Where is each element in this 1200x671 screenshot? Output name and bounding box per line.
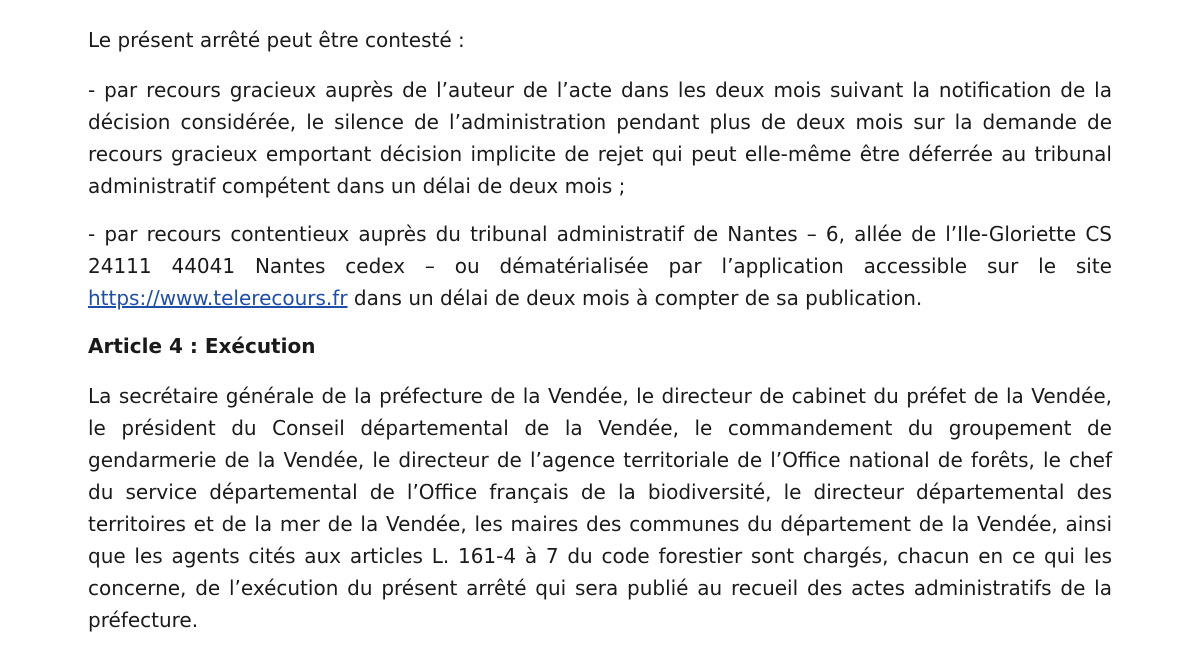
document-page [88, 24, 1112, 652]
telerecours-link[interactable]: https://www.telerecours.fr [88, 286, 348, 310]
intro-paragraph: Le présent arrêté peut être contesté : [88, 28, 465, 52]
recours-gracieux-paragraph: - par recours gracieux auprès de l’auteur de l’acte dans les deux mois suivant la notification de la décision considérée, le silence de l’administration pendant plus de deux mois sur la demande de recours gracieux emportant décision implicite de rejet qui peut elle-même être déferrée au tribunal administratif compétent dans un délai de deux mois ; [88, 78, 1112, 198]
recours-contentieux-paragraph [88, 218, 1112, 314]
recours-contentieux-text-after: dans un délai de deux mois à compter de sa publication. [347, 286, 923, 310]
article-4-heading: Article 4 : Exécution [88, 334, 316, 358]
article-4-body: La secrétaire générale de la préfecture de la Vendée, le directeur de cabinet du préfet de la Vendée, le président du Conseil départemental de la Vendée, le commandement du groupement de gendarmerie de la Vendée, le directeur de l’agence territoriale de l’Office national de forêts, le chef du service départemental de l’Office français de la biodiversité, le directeur départemental des territoires et de la mer de la Vendée, les maires des communes du département de la Vendée, ainsi que les agents cités aux articles L. 161-4 à 7 du code forestier sont chargés, chacun en ce qui les concerne, de l’exécution du présent arrêté qui sera publié au recueil des actes administratifs de la préfecture. [88, 384, 1112, 632]
recours-contentieux-text-before: - par recours contentieux auprès du tribunal administratif de Nantes – 6, allée de l’Ile-Gloriette CS 24111 44041 Nantes cedex – ou dématérialisée par l’application accessible sur le site [88, 222, 1112, 278]
